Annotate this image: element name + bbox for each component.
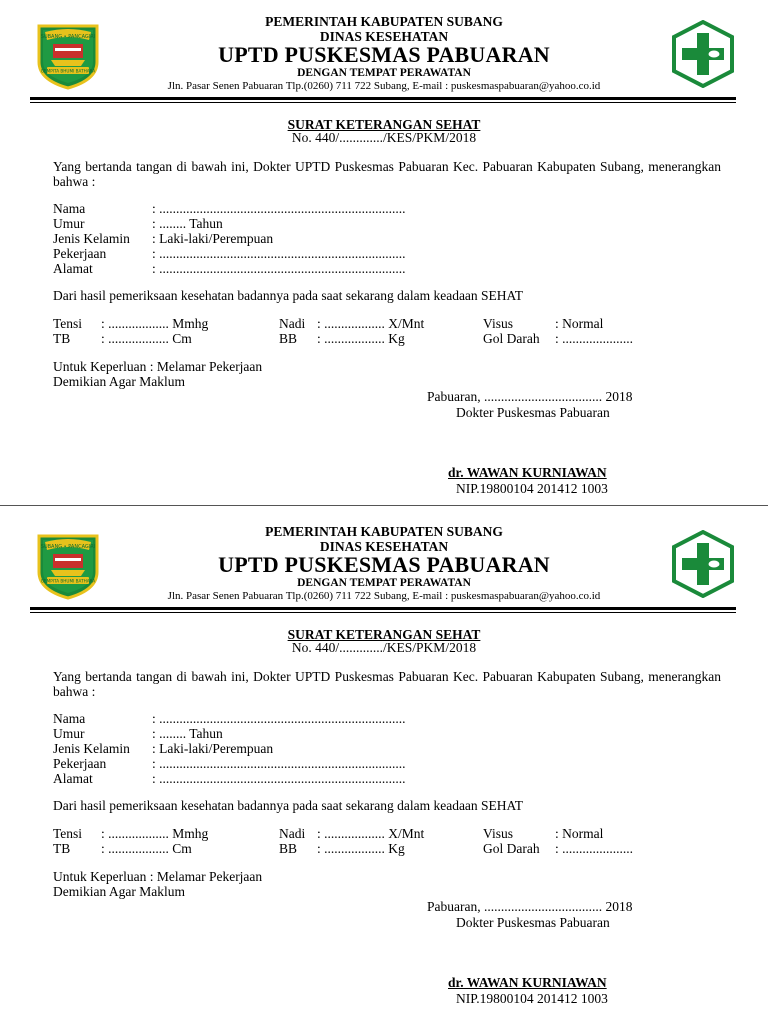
- intro-paragraph: Yang bertanda tangan di bawah ini, Dokter UPTD Puskesmas Pabuaran Kec. Pabuaran Kabupaten Subang, menerangkan bahwa :: [53, 669, 721, 699]
- document-title: SURAT KETERANGAN SEHAT: [287, 117, 481, 132]
- vital-tb-value: : .................. Cm: [101, 331, 192, 346]
- result-statement: Dari hasil pemeriksaan kesehatan badannya pada saat sekarang dalam keadaan SEHAT: [53, 798, 524, 813]
- vital-tb-label: TB: [53, 331, 71, 346]
- field-value: : .........................................................................: [152, 771, 406, 786]
- vital-tb-label: TB: [53, 841, 71, 856]
- vital-visus-value: : Normal: [555, 826, 604, 841]
- field-label: Pekerjaan: [53, 756, 107, 771]
- emblem-banner-bottom: GEMPITA BHUMI BATHARA: [40, 578, 96, 584]
- header-subtitle: DENGAN TEMPAT PERAWATAN: [297, 67, 471, 79]
- header-address: Jln. Pasar Senen Pabuaran Tlp.(0260) 711 722 Subang, E-mail : puskesmaspabuaran@yahoo.co.id: [167, 80, 601, 92]
- signer-name: dr. WAWAN KURNIAWAN: [448, 975, 607, 990]
- place-date: Pabuaran, ................................... 2018: [427, 899, 633, 914]
- header-address: Jln. Pasar Senen Pabuaran Tlp.(0260) 711 722 Subang, E-mail : puskesmaspabuaran@yahoo.co.id: [167, 590, 601, 602]
- vital-visus-label: Visus: [483, 826, 513, 841]
- vital-tensi-label: Tensi: [53, 316, 83, 331]
- field-value: : ........ Tahun: [152, 216, 223, 231]
- vital-tensi-value: : .................. Mmhg: [101, 826, 209, 841]
- certificate-sheet-bottom: [0, 510, 768, 1022]
- vital-nadi-label: Nadi: [279, 826, 306, 841]
- field-label: Pekerjaan: [53, 246, 107, 261]
- vital-nadi-value: : .................. X/Mnt: [317, 316, 425, 331]
- vital-nadi-value: : .................. X/Mnt: [317, 826, 425, 841]
- intro-paragraph: Yang bertanda tangan di bawah ini, Dokter UPTD Puskesmas Pabuaran Kec. Pabuaran Kabupaten Subang, menerangkan bahwa :: [53, 159, 721, 189]
- vital-goldarah-value: : .....................: [555, 841, 634, 856]
- field-label: Umur: [53, 726, 85, 741]
- header-facility-name: UPTD PUSKESMAS PABUARAN: [218, 42, 550, 67]
- header-department: DINAS KESEHATAN: [319, 29, 449, 44]
- signer-nip: NIP.19800104 201412 1003: [456, 481, 608, 496]
- field-value: : .........................................................................: [152, 756, 406, 771]
- place-date: Pabuaran, ................................... 2018: [427, 389, 633, 404]
- field-label: Nama: [53, 201, 86, 216]
- header-government: PEMERINTAH KABUPATEN SUBANG: [265, 14, 503, 29]
- closing-line: Demikian Agar Maklum: [53, 884, 185, 899]
- header-rule-thin: [30, 612, 736, 613]
- vital-bb-label: BB: [279, 331, 298, 346]
- purpose-line: Untuk Keperluan : Melamar Pekerjaan: [53, 359, 263, 374]
- vital-visus-label: Visus: [483, 316, 513, 331]
- emblem-banner-top: SUBANG • PANCAGIRI: [40, 34, 96, 40]
- header-rule-thick: [30, 97, 736, 100]
- field-label: Alamat: [53, 261, 93, 276]
- vital-nadi-label: Nadi: [279, 316, 306, 331]
- vital-bb-label: BB: [279, 841, 298, 856]
- signer-name: dr. WAWAN KURNIAWAN: [448, 465, 607, 480]
- emblem-banner-top: SUBANG • PANCAGIRI: [40, 544, 96, 550]
- vital-tb-value: : .................. Cm: [101, 841, 192, 856]
- header-subtitle: DENGAN TEMPAT PERAWATAN: [297, 577, 471, 589]
- header-department: DINAS KESEHATAN: [319, 539, 449, 554]
- field-value: : .........................................................................: [152, 261, 406, 276]
- field-value: : ........ Tahun: [152, 726, 223, 741]
- signer-nip: NIP.19800104 201412 1003: [456, 991, 608, 1006]
- header-facility-name: UPTD PUSKESMAS PABUARAN: [218, 552, 550, 577]
- header-rule-thin: [30, 102, 736, 103]
- vital-goldarah-label: Gol Darah: [483, 841, 540, 856]
- vital-bb-value: : .................. Kg: [317, 841, 405, 856]
- field-value: : .........................................................................: [152, 201, 406, 216]
- field-value: : .........................................................................: [152, 246, 406, 261]
- field-label: Jenis Kelamin: [53, 231, 130, 246]
- vital-bb-value: : .................. Kg: [317, 331, 405, 346]
- field-label: Jenis Kelamin: [53, 741, 130, 756]
- field-label: Umur: [53, 216, 85, 231]
- vital-goldarah-value: : .....................: [555, 331, 634, 346]
- emblem-banner-bottom: GEMPITA BHUMI BATHARA: [40, 68, 96, 74]
- vital-tensi-label: Tensi: [53, 826, 83, 841]
- field-label: Nama: [53, 711, 86, 726]
- header-rule-thick: [30, 607, 736, 610]
- document-number: No. 440/............./KES/PKM/2018: [291, 130, 477, 145]
- field-label: Alamat: [53, 771, 93, 786]
- vital-goldarah-label: Gol Darah: [483, 331, 540, 346]
- closing-line: Demikian Agar Maklum: [53, 374, 185, 389]
- header-government: PEMERINTAH KABUPATEN SUBANG: [265, 524, 503, 539]
- signer-title: Dokter Puskesmas Pabuaran: [456, 915, 610, 930]
- sheet-divider: [0, 505, 768, 506]
- vital-visus-value: : Normal: [555, 316, 604, 331]
- document-number: No. 440/............./KES/PKM/2018: [291, 640, 477, 655]
- purpose-line: Untuk Keperluan : Melamar Pekerjaan: [53, 869, 263, 884]
- field-value: : .........................................................................: [152, 711, 406, 726]
- document-title: SURAT KETERANGAN SEHAT: [287, 627, 481, 642]
- field-value: : Laki-laki/Perempuan: [152, 741, 274, 756]
- signer-title: Dokter Puskesmas Pabuaran: [456, 405, 610, 420]
- field-value: : Laki-laki/Perempuan: [152, 231, 274, 246]
- result-statement: Dari hasil pemeriksaan kesehatan badannya pada saat sekarang dalam keadaan SEHAT: [53, 288, 524, 303]
- vital-tensi-value: : .................. Mmhg: [101, 316, 209, 331]
